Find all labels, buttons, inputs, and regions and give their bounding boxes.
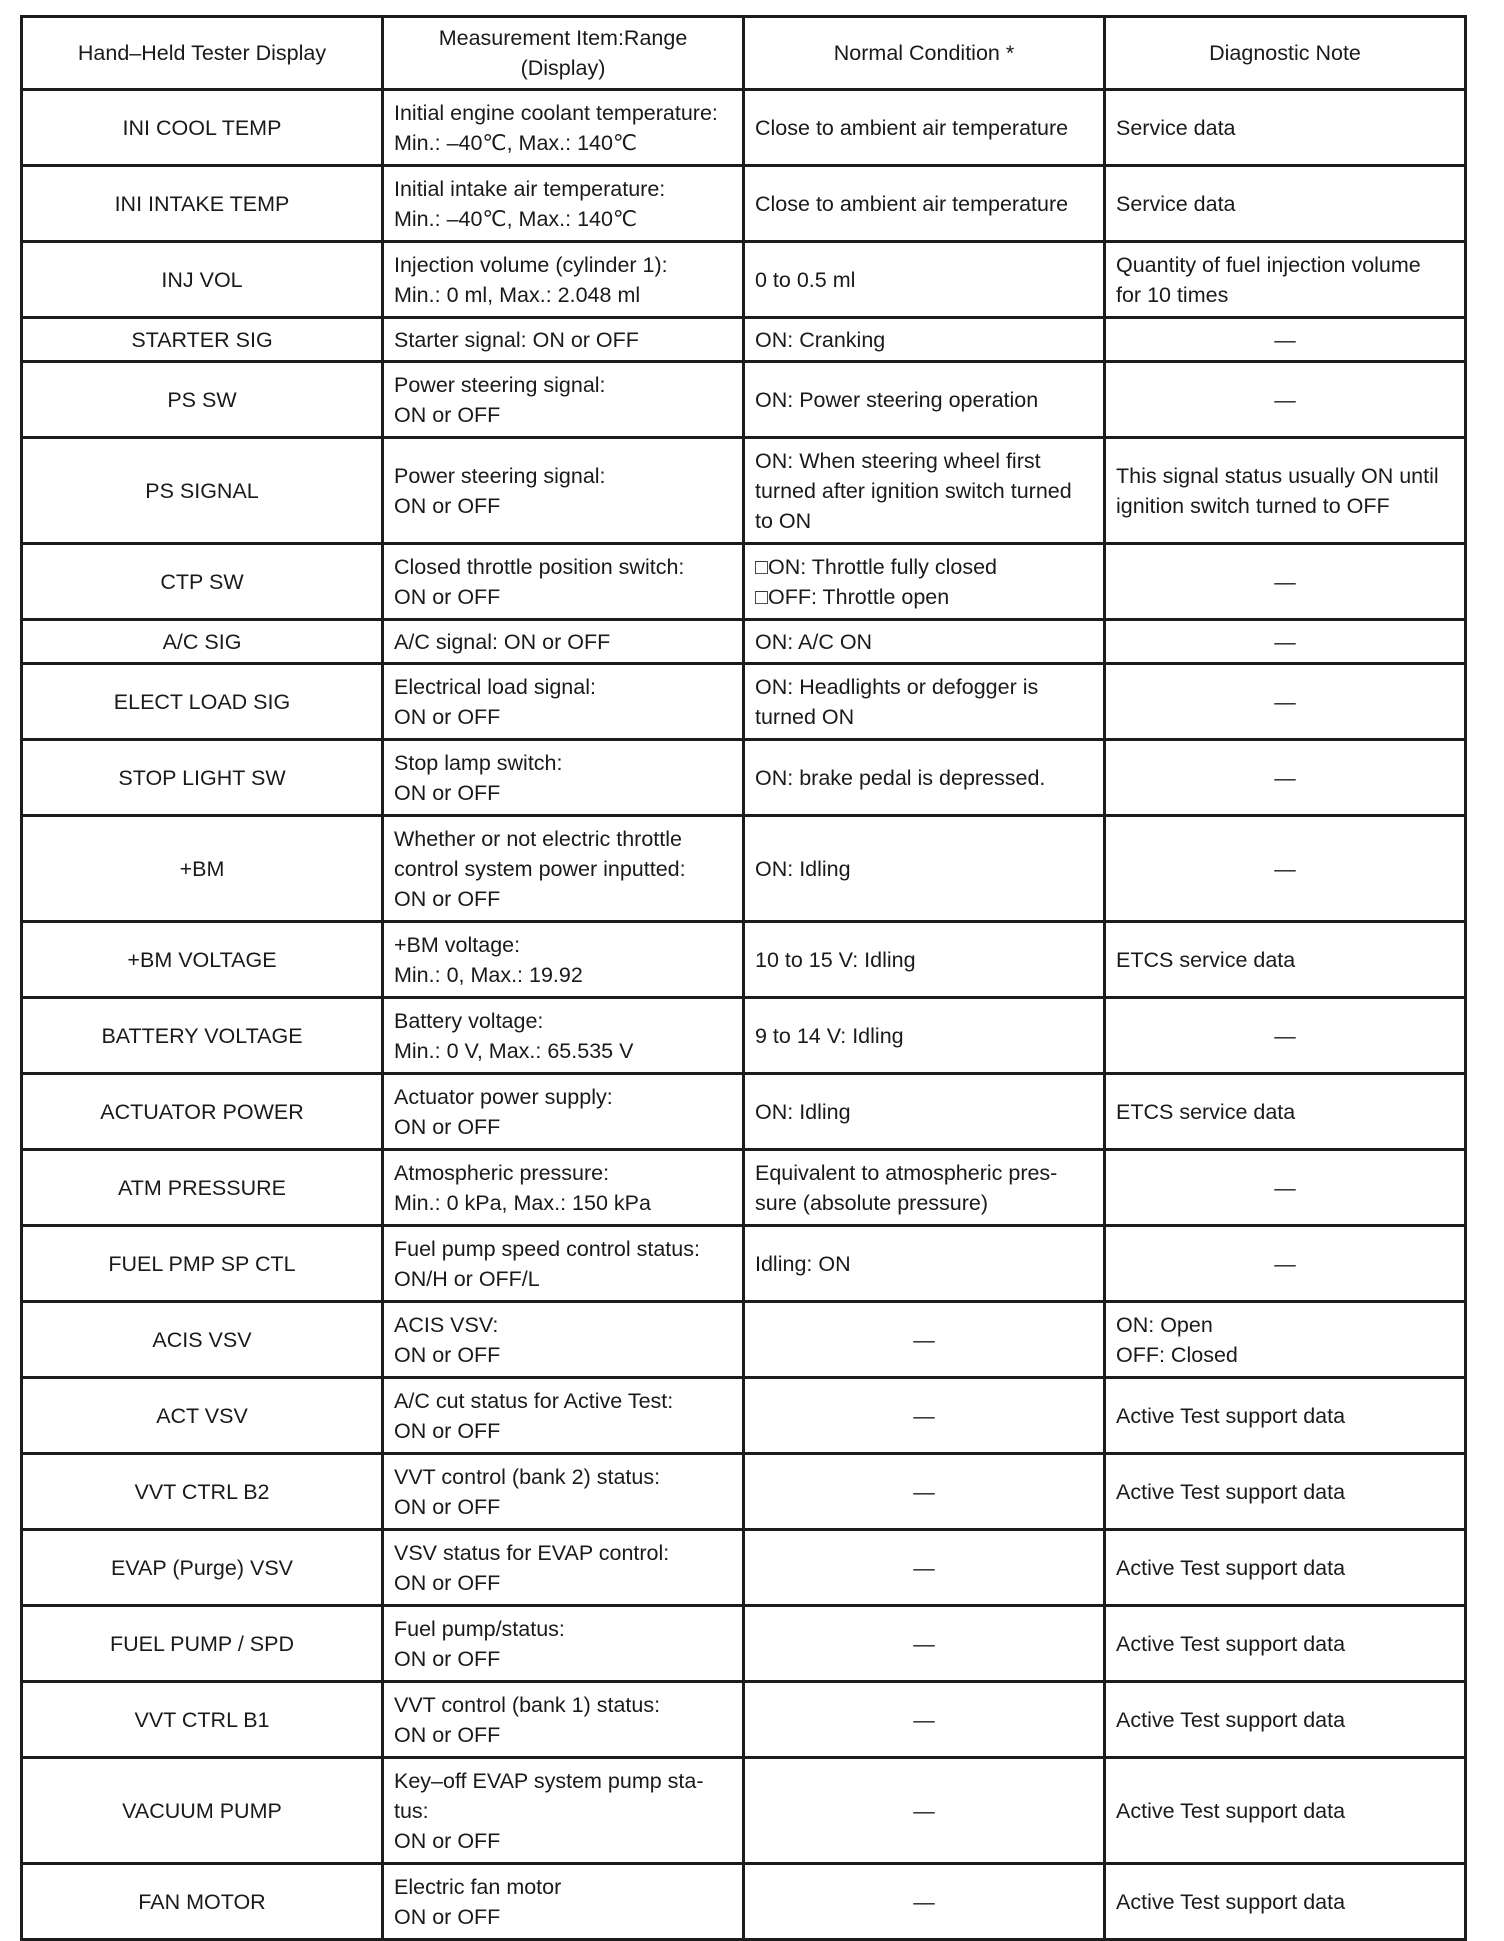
cell-measurement: Stop lamp switch: ON or OFF <box>383 740 744 816</box>
cell-measurement: Electrical load signal: ON or OFF <box>383 664 744 740</box>
cell-normal-condition: ON: Idling <box>744 816 1105 922</box>
cell-display: CTP SW <box>22 544 383 620</box>
cell-measurement: VVT control (bank 1) status: ON or OFF <box>383 1682 744 1758</box>
cell-normal-condition: — <box>744 1530 1105 1606</box>
cell-normal-condition: Equivalent to atmospheric pres- sure (absolute pressure) <box>744 1150 1105 1226</box>
cell-diagnostic-note: — <box>1105 620 1466 664</box>
cell-measurement: Closed throttle position switch: ON or OFF <box>383 544 744 620</box>
cell-diagnostic-note: — <box>1105 998 1466 1074</box>
cell-normal-condition: ON: brake pedal is depressed. <box>744 740 1105 816</box>
cell-display: VACUUM PUMP <box>22 1758 383 1864</box>
cell-measurement: ACIS VSV: ON or OFF <box>383 1302 744 1378</box>
cell-normal-condition: — <box>744 1454 1105 1530</box>
header-measurement: Measurement Item:Range (Display) <box>383 17 744 90</box>
table-row <box>22 1302 1466 1378</box>
cell-measurement: Starter signal: ON or OFF <box>383 318 744 362</box>
cell-measurement: A/C cut status for Active Test: ON or OFF <box>383 1378 744 1454</box>
cell-display: ELECT LOAD SIG <box>22 664 383 740</box>
cell-normal-condition: 0 to 0.5 ml <box>744 242 1105 318</box>
cell-display: INJ VOL <box>22 242 383 318</box>
table-row <box>22 998 1466 1074</box>
cell-normal-condition: — <box>744 1378 1105 1454</box>
cell-display: FUEL PUMP / SPD <box>22 1606 383 1682</box>
cell-measurement: Electric fan motor ON or OFF <box>383 1864 744 1940</box>
cell-diagnostic-note: ETCS service data <box>1105 922 1466 998</box>
table-row <box>22 242 1466 318</box>
table-row <box>22 544 1466 620</box>
cell-diagnostic-note: — <box>1105 544 1466 620</box>
cell-measurement: Power steering signal: ON or OFF <box>383 362 744 438</box>
cell-display: ATM PRESSURE <box>22 1150 383 1226</box>
cell-display: FAN MOTOR <box>22 1864 383 1940</box>
cell-display: ACTUATOR POWER <box>22 1074 383 1150</box>
cell-display: +BM VOLTAGE <box>22 922 383 998</box>
cell-normal-condition: 10 to 15 V: Idling <box>744 922 1105 998</box>
cell-display: ACIS VSV <box>22 1302 383 1378</box>
data-list-table <box>20 15 1467 1941</box>
table-row <box>22 620 1466 664</box>
table-row <box>22 438 1466 544</box>
cell-diagnostic-note: Active Test support data <box>1105 1530 1466 1606</box>
cell-display: ACT VSV <box>22 1378 383 1454</box>
cell-normal-condition: Close to ambient air temperature <box>744 90 1105 166</box>
cell-normal-condition: — <box>744 1606 1105 1682</box>
cell-measurement: Initial engine coolant temperature: Min.: –40℃, Max.: 140℃ <box>383 90 744 166</box>
cell-normal-condition: ON: Idling <box>744 1074 1105 1150</box>
cell-display: EVAP (Purge) VSV <box>22 1530 383 1606</box>
table-row <box>22 318 1466 362</box>
cell-normal-condition: — <box>744 1864 1105 1940</box>
cell-measurement: VSV status for EVAP control: ON or OFF <box>383 1530 744 1606</box>
table-row <box>22 362 1466 438</box>
cell-measurement: Fuel pump speed control status: ON/H or OFF/L <box>383 1226 744 1302</box>
cell-diagnostic-note: Active Test support data <box>1105 1758 1466 1864</box>
cell-diagnostic-note: — <box>1105 1226 1466 1302</box>
cell-display: INI COOL TEMP <box>22 90 383 166</box>
table-row <box>22 1864 1466 1940</box>
cell-diagnostic-note: Active Test support data <box>1105 1682 1466 1758</box>
table-row <box>22 922 1466 998</box>
cell-diagnostic-note: — <box>1105 1150 1466 1226</box>
cell-measurement: VVT control (bank 2) status: ON or OFF <box>383 1454 744 1530</box>
cell-normal-condition: ON: A/C ON <box>744 620 1105 664</box>
cell-measurement: Fuel pump/status: ON or OFF <box>383 1606 744 1682</box>
cell-normal-condition: Close to ambient air temperature <box>744 166 1105 242</box>
cell-measurement: A/C signal: ON or OFF <box>383 620 744 664</box>
header-display: Hand–Held Tester Display <box>22 17 383 90</box>
cell-diagnostic-note: — <box>1105 664 1466 740</box>
cell-normal-condition: ON: Cranking <box>744 318 1105 362</box>
table-row <box>22 1454 1466 1530</box>
cell-normal-condition: — <box>744 1302 1105 1378</box>
table-row <box>22 1226 1466 1302</box>
cell-measurement: Whether or not electric throttle control system power inputted: ON or OFF <box>383 816 744 922</box>
cell-display: PS SW <box>22 362 383 438</box>
table-row <box>22 1074 1466 1150</box>
table-row <box>22 90 1466 166</box>
cell-measurement: Battery voltage: Min.: 0 V, Max.: 65.535 V <box>383 998 744 1074</box>
cell-display: +BM <box>22 816 383 922</box>
cell-display: STARTER SIG <box>22 318 383 362</box>
cell-display: VVT CTRL B2 <box>22 1454 383 1530</box>
cell-display: PS SIGNAL <box>22 438 383 544</box>
cell-diagnostic-note: — <box>1105 740 1466 816</box>
cell-normal-condition: — <box>744 1758 1105 1864</box>
cell-normal-condition: 9 to 14 V: Idling <box>744 998 1105 1074</box>
cell-diagnostic-note: Quantity of fuel injection volume for 10 times <box>1105 242 1466 318</box>
cell-measurement: Atmospheric pressure: Min.: 0 kPa, Max.: 150 kPa <box>383 1150 744 1226</box>
cell-measurement: Injection volume (cylinder 1): Min.: 0 ml, Max.: 2.048 ml <box>383 242 744 318</box>
cell-normal-condition: Idling: ON <box>744 1226 1105 1302</box>
cell-measurement: +BM voltage: Min.: 0, Max.: 19.92 <box>383 922 744 998</box>
cell-display: BATTERY VOLTAGE <box>22 998 383 1074</box>
cell-diagnostic-note: Active Test support data <box>1105 1864 1466 1940</box>
table-row <box>22 740 1466 816</box>
cell-diagnostic-note: ETCS service data <box>1105 1074 1466 1150</box>
cell-normal-condition: ON: When steering wheel first turned after ignition switch turned to ON <box>744 438 1105 544</box>
cell-measurement: Initial intake air temperature: Min.: –40℃, Max.: 140℃ <box>383 166 744 242</box>
cell-diagnostic-note: Active Test support data <box>1105 1454 1466 1530</box>
cell-diagnostic-note: Active Test support data <box>1105 1378 1466 1454</box>
header-normal-condition: Normal Condition * <box>744 17 1105 90</box>
cell-diagnostic-note: This signal status usually ON until ignition switch turned to OFF <box>1105 438 1466 544</box>
table-row <box>22 816 1466 922</box>
table-row <box>22 166 1466 242</box>
table-row <box>22 1530 1466 1606</box>
cell-display: A/C SIG <box>22 620 383 664</box>
table-row <box>22 1378 1466 1454</box>
cell-diagnostic-note: Service data <box>1105 166 1466 242</box>
cell-diagnostic-note: — <box>1105 318 1466 362</box>
cell-normal-condition: ON: Headlights or defogger is turned ON <box>744 664 1105 740</box>
table-body <box>22 17 1466 1940</box>
cell-diagnostic-note: Service data <box>1105 90 1466 166</box>
cell-measurement: Actuator power supply: ON or OFF <box>383 1074 744 1150</box>
cell-measurement: Key–off EVAP system pump sta- tus: ON or OFF <box>383 1758 744 1864</box>
cell-diagnostic-note: ON: Open OFF: Closed <box>1105 1302 1466 1378</box>
cell-normal-condition: □ON: Throttle fully closed □OFF: Throttle open <box>744 544 1105 620</box>
table-row <box>22 1682 1466 1758</box>
cell-normal-condition: — <box>744 1682 1105 1758</box>
table-row <box>22 1606 1466 1682</box>
table-row <box>22 664 1466 740</box>
header-diagnostic-note: Diagnostic Note <box>1105 17 1466 90</box>
cell-measurement: Power steering signal: ON or OFF <box>383 438 744 544</box>
cell-diagnostic-note: Active Test support data <box>1105 1606 1466 1682</box>
cell-display: STOP LIGHT SW <box>22 740 383 816</box>
cell-display: VVT CTRL B1 <box>22 1682 383 1758</box>
cell-diagnostic-note: — <box>1105 362 1466 438</box>
cell-normal-condition: ON: Power steering operation <box>744 362 1105 438</box>
cell-display: INI INTAKE TEMP <box>22 166 383 242</box>
cell-diagnostic-note: — <box>1105 816 1466 922</box>
table-row <box>22 1150 1466 1226</box>
cell-display: FUEL PMP SP CTL <box>22 1226 383 1302</box>
table-row <box>22 1758 1466 1864</box>
header-row <box>22 17 1466 90</box>
